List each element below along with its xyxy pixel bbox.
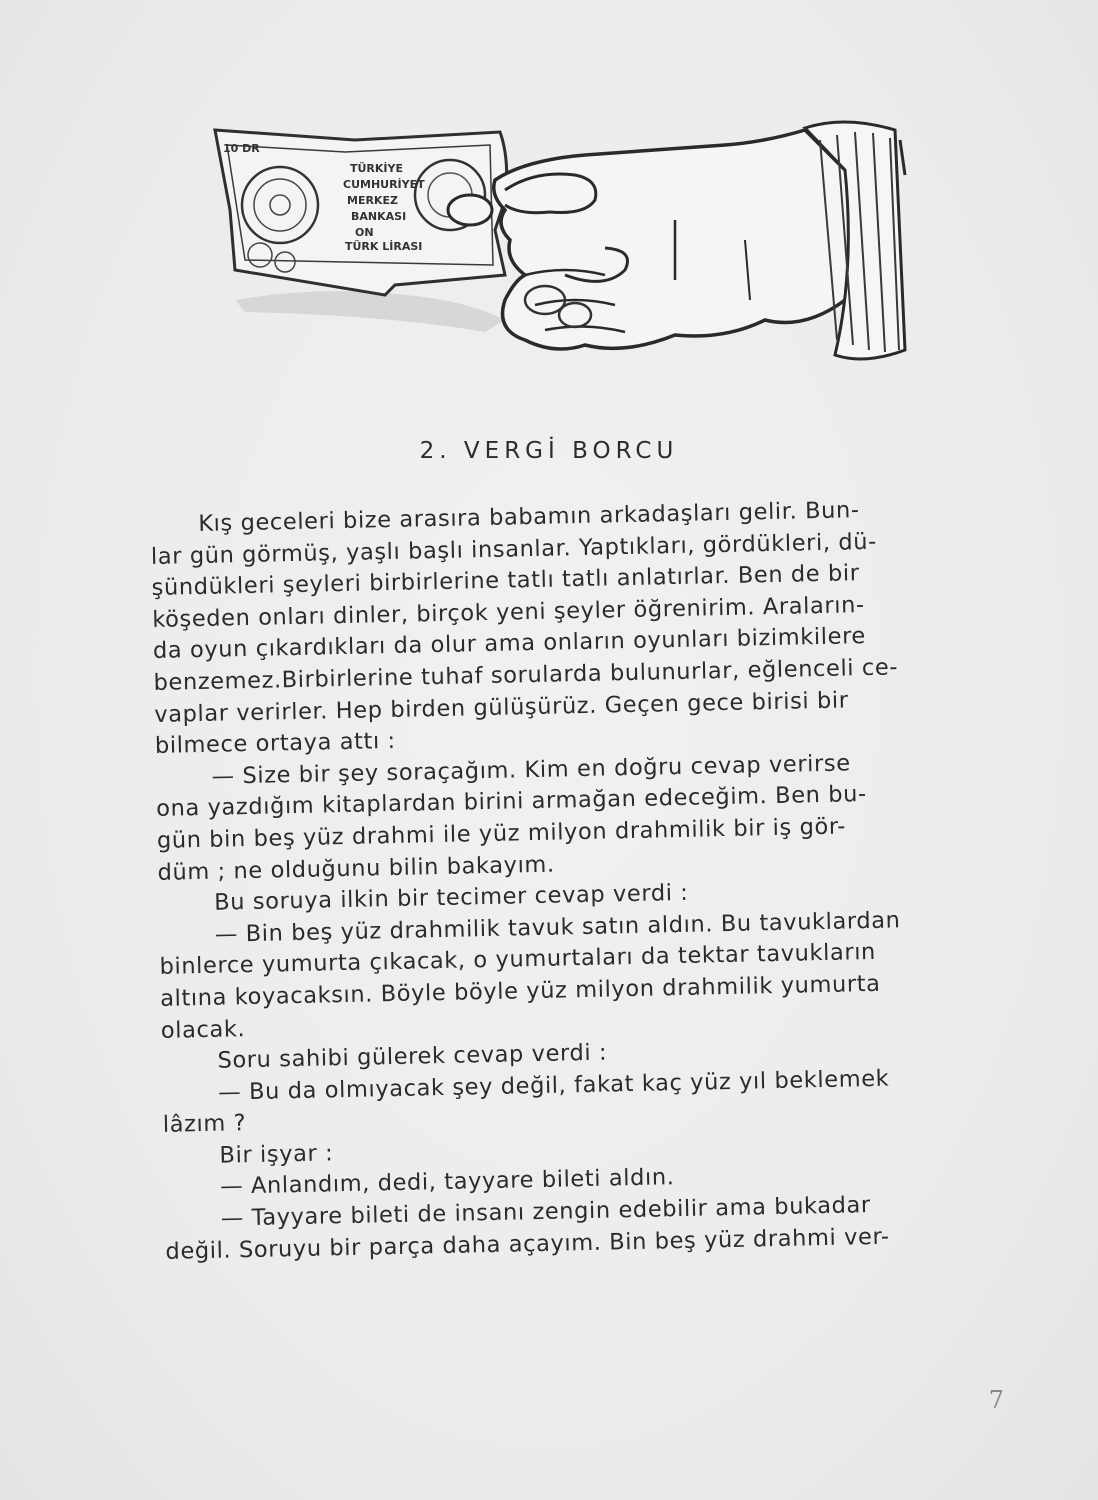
note-text-line: TÜRK LİRASI [345, 240, 423, 253]
text-line: vaplar verirler. Hep birden gülüşürüz. Geçen gece birisi bir [154, 686, 849, 728]
hand-holding-banknote-icon [205, 100, 925, 380]
note-text-line: TÜRKİYE [350, 162, 404, 175]
text-line: benzemez.Birbirlerine tuhaf sorularda bulunurlar, eğlenceli ce- [153, 654, 899, 696]
text-line: binlerce yumurta çıkacak, o yumurtaları da tektar tavukların [159, 939, 877, 981]
text-line: — Bu da olmıyacak şey değil, fakat kaç yüz yıl beklemek [217, 1065, 890, 1106]
text-line: — Bin beş yüz drahmilik tavuk satın aldın. Bu tavuklardan [214, 907, 901, 948]
text-line: değil. Soruyu bir parça daha açayım. Bin beş yüz drahmi ver- [165, 1223, 890, 1265]
text-line: da oyun çıkardıkları da olur ama onların oyunları bizimkilere [152, 623, 867, 665]
note-text-line: BANKASI [351, 210, 407, 223]
text-line: olacak. [160, 1015, 246, 1044]
text-line: Soru sahibi gülerek cevap verdi : [217, 1039, 608, 1074]
note-text-line: CUMHURİYET [343, 178, 425, 191]
text-line: Bir işyar : [219, 1140, 334, 1169]
text-line: lar gün görmüş, yaşlı başlı insanlar. Yaptıkları, gördükleri, dü- [150, 528, 878, 570]
text-line: altına koyacaksın. Böyle böyle yüz milyon drahmilik yumurta [159, 970, 881, 1012]
text-line: şündükleri şeyleri birbirlerine tatlı tatlı anlatırlar. Ben de bir [151, 560, 860, 602]
note-text-line: MERKEZ [347, 194, 398, 207]
page-number: 7 [988, 1386, 1004, 1414]
chapter-title: 2. VERGİ BORCU [419, 438, 679, 464]
text-line: köşeden onları dinler, birçok yeni şeyler öğrenirim. Araların- [152, 591, 865, 633]
body-text [150, 492, 1026, 1268]
text-line: — Size bir şey soraçağım. Kim en doğru cevap verirse [211, 750, 851, 790]
text-line: Kış geceleri bize arasıra babamın arkadaşları gelir. Bun- [198, 497, 860, 537]
text-line: Bu soruya ilkin bir tecimer cevap verdi : [213, 879, 689, 916]
note-text-line: ON [355, 226, 374, 239]
text-line: bilmece ortaya attı : [154, 728, 396, 760]
note-text-denomination: 10 DR [223, 142, 260, 155]
text-line: gün bin beş yüz drahmi ile yüz milyon drahmilik bir iş gör- [156, 813, 847, 854]
text-line: — Tayyare bileti de insanı zengin edebilir ama bukadar [220, 1192, 872, 1232]
text-line: ona yazdığım kitaplardan birini armağan edeceğim. Ben bu- [155, 781, 867, 823]
text-line: düm ; ne olduğunu bilin bakayım. [157, 851, 555, 886]
text-line: — Anlandım, dedi, tayyare bileti aldın. [219, 1164, 675, 1201]
text-line: lâzım ? [162, 1110, 247, 1139]
